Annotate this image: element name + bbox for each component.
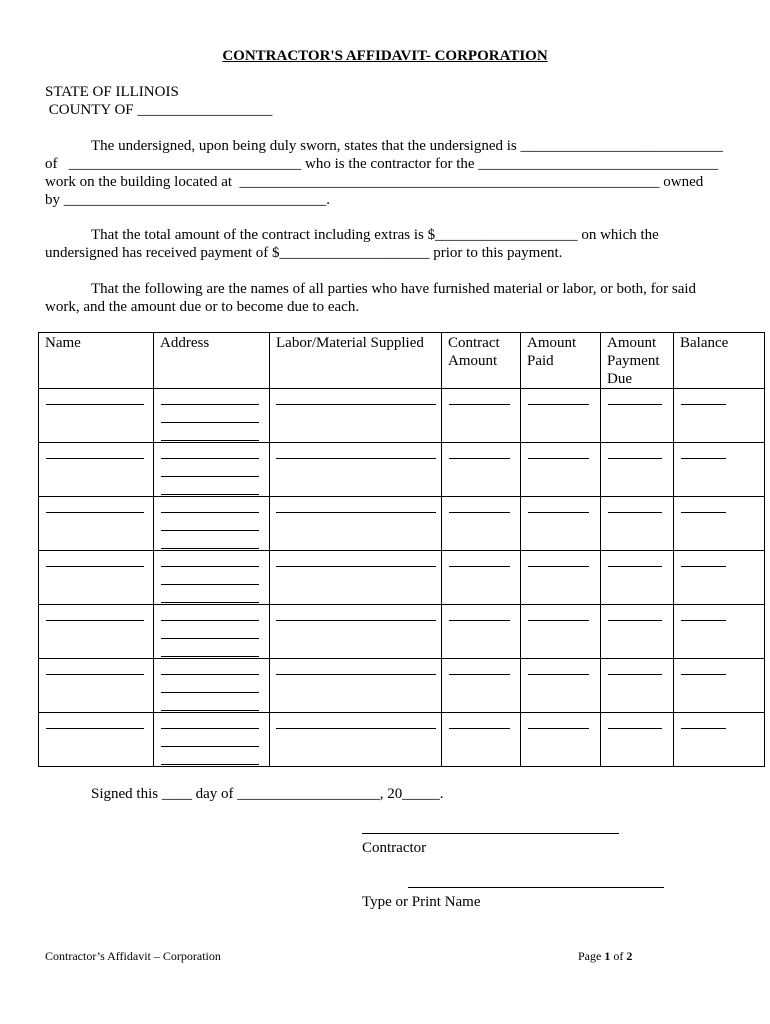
- state-line: STATE OF ILLINOIS: [45, 84, 179, 100]
- blank-fill-line[interactable]: [46, 674, 144, 675]
- blank-fill-line[interactable]: [161, 638, 259, 639]
- blank-fill-line[interactable]: [276, 512, 436, 513]
- cell-name: [39, 551, 154, 605]
- blank-fill-line[interactable]: [161, 512, 259, 513]
- cell-labor-material: [270, 497, 442, 551]
- cell-name: [39, 713, 154, 767]
- col-header-address: Address: [154, 333, 270, 389]
- blank-fill-line[interactable]: [681, 728, 726, 729]
- blank-fill-line[interactable]: [528, 566, 589, 567]
- cell-amount-paid: [521, 443, 601, 497]
- blank-fill-line[interactable]: [528, 620, 589, 621]
- cell-address: [154, 659, 270, 713]
- cell-amount-paid: [521, 389, 601, 443]
- blank-fill-line[interactable]: [161, 440, 259, 441]
- parties-table: [38, 332, 765, 767]
- para1-line2: of _______________________________ who is the contractor for the ________________________________: [45, 156, 719, 172]
- cell-balance: [674, 443, 765, 497]
- blank-fill-line[interactable]: [276, 458, 436, 459]
- cell-name: [39, 605, 154, 659]
- document-title: CONTRACTOR'S AFFIDAVIT- CORPORATION: [222, 48, 548, 64]
- col-header-balance: Balance: [674, 333, 765, 389]
- blank-fill-line[interactable]: [681, 620, 726, 621]
- county-line: COUNTY OF __________________: [45, 102, 273, 118]
- contractor-signature-line[interactable]: [362, 833, 619, 834]
- col-header-payment-due: Amount Payment Due: [601, 333, 674, 389]
- cell-labor-material: [270, 443, 442, 497]
- cell-name: [39, 659, 154, 713]
- cell-amount-paid: [521, 659, 601, 713]
- cell-amount-paid: [521, 551, 601, 605]
- blank-fill-line[interactable]: [46, 566, 144, 567]
- blank-fill-line[interactable]: [161, 602, 259, 603]
- blank-fill-line[interactable]: [46, 620, 144, 621]
- blank-fill-line[interactable]: [681, 674, 726, 675]
- para2-line1: That the total amount of the contract including extras is $___________________ on which the: [91, 227, 659, 243]
- footer-title: Contractor’s Affidavit – Corporation: [45, 949, 221, 963]
- blank-fill-line[interactable]: [608, 566, 662, 567]
- table-body: [39, 389, 765, 767]
- blank-fill-line[interactable]: [449, 620, 510, 621]
- blank-fill-line[interactable]: [449, 458, 510, 459]
- cell-balance: [674, 659, 765, 713]
- blank-fill-line[interactable]: [608, 458, 662, 459]
- blank-fill-line[interactable]: [161, 494, 259, 495]
- cell-payment-due: [601, 497, 674, 551]
- blank-fill-line[interactable]: [161, 584, 259, 585]
- blank-fill-line[interactable]: [449, 566, 510, 567]
- cell-amount-paid: [521, 497, 601, 551]
- blank-fill-line[interactable]: [528, 404, 589, 405]
- cell-balance: [674, 389, 765, 443]
- blank-fill-line[interactable]: [681, 458, 726, 459]
- blank-fill-line[interactable]: [276, 566, 436, 567]
- blank-fill-line[interactable]: [276, 620, 436, 621]
- blank-fill-line[interactable]: [608, 674, 662, 675]
- blank-fill-line[interactable]: [449, 404, 510, 405]
- blank-fill-line[interactable]: [608, 404, 662, 405]
- blank-fill-line[interactable]: [528, 512, 589, 513]
- blank-fill-line[interactable]: [681, 404, 726, 405]
- blank-fill-line[interactable]: [276, 404, 436, 405]
- print-name-line[interactable]: [408, 887, 664, 888]
- cell-address: [154, 497, 270, 551]
- cell-payment-due: [601, 443, 674, 497]
- blank-fill-line[interactable]: [161, 746, 259, 747]
- cell-labor-material: [270, 713, 442, 767]
- para3-line2: work, and the amount due or to become due to each.: [45, 299, 360, 315]
- col-header-name: Name: [39, 333, 154, 389]
- blank-fill-line[interactable]: [449, 512, 510, 513]
- blank-fill-line[interactable]: [161, 764, 259, 765]
- cell-address: [154, 551, 270, 605]
- blank-fill-line[interactable]: [528, 674, 589, 675]
- cell-payment-due: [601, 659, 674, 713]
- footer-page-number: Page 1 of 2: [578, 949, 633, 963]
- cell-address: [154, 713, 270, 767]
- cell-payment-due: [601, 605, 674, 659]
- cell-balance: [674, 551, 765, 605]
- cell-payment-due: [601, 551, 674, 605]
- blank-fill-line[interactable]: [161, 674, 259, 675]
- cell-amount-paid: [521, 605, 601, 659]
- signed-date-line: Signed this ____ day of ___________________, 20_____.: [91, 786, 444, 802]
- cell-name: [39, 497, 154, 551]
- cell-labor-material: [270, 389, 442, 443]
- blank-fill-line[interactable]: [161, 620, 259, 621]
- blank-fill-line[interactable]: [276, 674, 436, 675]
- blank-fill-line[interactable]: [528, 458, 589, 459]
- blank-fill-line[interactable]: [46, 404, 144, 405]
- cell-contract-amount: [442, 605, 521, 659]
- para1-line4: by ___________________________________.: [45, 192, 330, 208]
- cell-contract-amount: [442, 497, 521, 551]
- col-header-amount-paid: Amount Paid: [521, 333, 601, 389]
- blank-fill-line[interactable]: [161, 530, 259, 531]
- cell-address: [154, 605, 270, 659]
- blank-fill-line[interactable]: [449, 728, 510, 729]
- cell-balance: [674, 713, 765, 767]
- blank-fill-line[interactable]: [276, 728, 436, 729]
- blank-fill-line[interactable]: [608, 512, 662, 513]
- blank-fill-line[interactable]: [161, 422, 259, 423]
- cell-contract-amount: [442, 389, 521, 443]
- table-row: [39, 497, 765, 551]
- blank-fill-line[interactable]: [161, 476, 259, 477]
- cell-labor-material: [270, 659, 442, 713]
- cell-contract-amount: [442, 551, 521, 605]
- para3-line1: That the following are the names of all parties who have furnished material or labor, or both, for said: [91, 281, 697, 297]
- cell-amount-paid: [521, 713, 601, 767]
- blank-fill-line[interactable]: [449, 674, 510, 675]
- cell-labor-material: [270, 551, 442, 605]
- blank-fill-line[interactable]: [161, 692, 259, 693]
- print-name-label: Type or Print Name: [362, 894, 481, 910]
- contractor-label: Contractor: [362, 840, 427, 856]
- table-row: [39, 443, 765, 497]
- col-header-labor-material: Labor/Material Supplied: [270, 333, 442, 389]
- para2-line2: undersigned has received payment of $____________________ prior to this payment.: [45, 245, 563, 261]
- cell-name: [39, 389, 154, 443]
- cell-contract-amount: [442, 659, 521, 713]
- col-header-contract-amount: Contract Amount: [442, 333, 521, 389]
- table-header-row: [39, 333, 765, 389]
- blank-fill-line[interactable]: [528, 728, 589, 729]
- cell-contract-amount: [442, 443, 521, 497]
- blank-fill-line[interactable]: [46, 458, 144, 459]
- blank-fill-line[interactable]: [46, 728, 144, 729]
- cell-payment-due: [601, 389, 674, 443]
- cell-balance: [674, 497, 765, 551]
- blank-fill-line[interactable]: [161, 566, 259, 567]
- table-row: [39, 389, 765, 443]
- blank-fill-line[interactable]: [161, 458, 259, 459]
- para1-line1: The undersigned, upon being duly sworn, states that the undersigned is ___________________________: [91, 138, 724, 154]
- blank-fill-line[interactable]: [161, 656, 259, 657]
- table-row: [39, 605, 765, 659]
- blank-fill-line[interactable]: [681, 566, 726, 567]
- para1-line3: work on the building located at ________________________________________________________ owned: [45, 174, 704, 190]
- blank-fill-line[interactable]: [161, 728, 259, 729]
- table-row: [39, 659, 765, 713]
- cell-address: [154, 443, 270, 497]
- blank-fill-line[interactable]: [681, 512, 726, 513]
- cell-address: [154, 389, 270, 443]
- table-row: [39, 713, 765, 767]
- cell-payment-due: [601, 713, 674, 767]
- cell-balance: [674, 605, 765, 659]
- cell-contract-amount: [442, 713, 521, 767]
- cell-name: [39, 443, 154, 497]
- cell-labor-material: [270, 605, 442, 659]
- table-row: [39, 551, 765, 605]
- blank-fill-line[interactable]: [161, 404, 259, 405]
- blank-fill-line[interactable]: [46, 512, 144, 513]
- blank-fill-line[interactable]: [608, 728, 662, 729]
- blank-fill-line[interactable]: [161, 710, 259, 711]
- blank-fill-line[interactable]: [161, 548, 259, 549]
- blank-fill-line[interactable]: [608, 620, 662, 621]
